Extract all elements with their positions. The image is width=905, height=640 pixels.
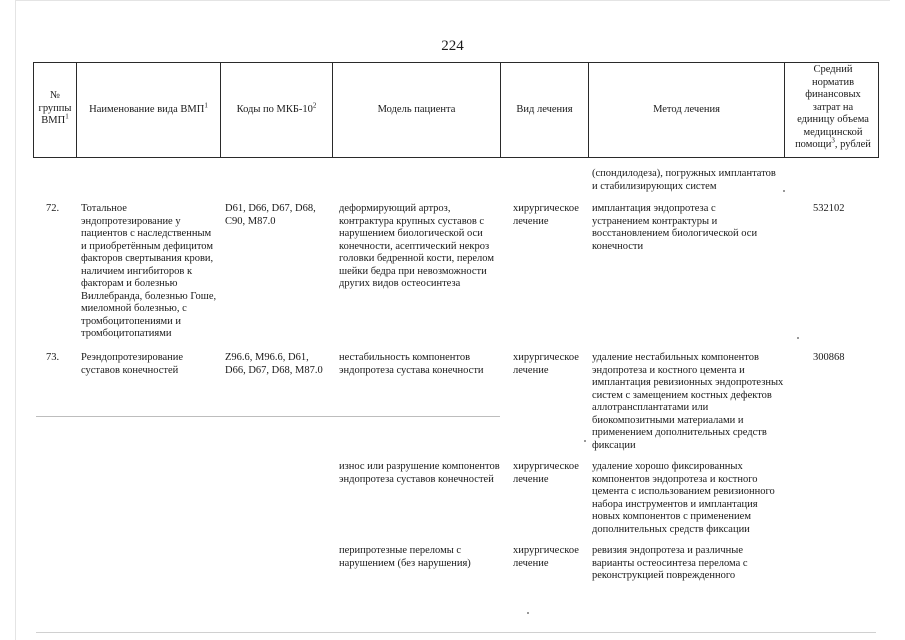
header-bottom-border: [33, 157, 878, 158]
page-edge-line: [15, 0, 16, 640]
scan-speck: [797, 337, 799, 339]
row-73-treatment-method: удаление нестабильных компонентов эндопротеза и костного цемента и имплантация ревизионных эндопротезных систем с замещением костных дефектов аллотрансплантатами или биокомпозитными материалами и применением дополнительных средств фиксации: [592, 352, 784, 451]
row-72-patient-model: деформирующий артроз, контрактура крупных суставов с нарушением биологической оси конечности, асептический некроз головки бедренной кости, перелом шейки бедра при невозможности других видов остеосинтеза: [339, 203, 494, 289]
page-number: 224: [441, 38, 464, 54]
header-average-cost: Средний норматив финансовых затрат на единицу объема медицинской помощи$^3$, рублей: [795, 64, 871, 150]
row-73c-treatment-type: хирургическое лечение: [513, 545, 579, 569]
scan-speck: [584, 440, 586, 442]
scan-speck: [783, 190, 785, 192]
row-73-treatment-type: хирургическое лечение: [513, 352, 579, 376]
row-73c-patient-model: перипротезные переломы с нарушением (без нарушения): [339, 545, 471, 569]
row-73b-patient-model: износ или разрушение компонентов эндопротеза суставов конечностей: [339, 461, 500, 485]
row-72-cost: 532102: [813, 203, 845, 214]
scan-speck: [527, 612, 529, 614]
row-72-vmp-name: Тотальное эндопротезирование у пациентов с наследственным и приобретённым дефицитом факторов свертывания крови, наличием ингибиторов к факторам и болезнью Виллебранда, болезнью Гоше, миеломной болезнью, с тромбоцитопениями и тромбоцитопатиями: [81, 203, 217, 339]
column-divider: [878, 62, 879, 158]
row-73b-treatment-method: удаление хорошо фиксированных компонентов эндопротеза и костного цемента с использованием ревизионного набора инструментов и имплантация новых компонентов с применением дополнительных средств фиксации: [592, 461, 775, 535]
header-treatment-method: Метод лечения: [653, 104, 720, 115]
column-divider: [784, 62, 785, 158]
row-73-patient-model: нестабильность компонентов эндопротеза сустава конечности: [339, 352, 484, 376]
header-treatment-type: Вид лечения: [516, 104, 573, 115]
row-72-number: 72.: [46, 203, 60, 214]
row-72-treatment-method: имплантация эндопротеза с устранением контрактуры и восстановлением биологической оси конечности: [592, 203, 758, 252]
header-top-border: [33, 62, 878, 63]
header-patient-model: Модель пациента: [377, 104, 456, 115]
page-top-edge: [15, 0, 890, 1]
row-73-vmp-name: Реэндопротезирование суставов конечностей: [81, 352, 184, 376]
header-icd-codes: Коды по МКБ-$10^2$: [236, 101, 317, 115]
row-72-icd-codes: D61, D66, D67, D68, C90, M87.0: [225, 203, 316, 227]
row-73-number: 73.: [46, 352, 60, 363]
continuation-text: (спондилодеза), погружных имплантатов и стабилизирующих систем: [592, 168, 776, 192]
header-vmp-name: Наименование вида ВМП$^1$: [89, 101, 208, 115]
header-group-number: № группы ВМП$^1$: [38, 90, 72, 126]
row-73c-treatment-method: ревизия эндопротеза и различные варианты остеосинтеза перелома с реконструкцией поврежденного: [592, 545, 748, 581]
row-72-treatment-type: хирургическое лечение: [513, 203, 579, 227]
row-73-icd-codes: Z96.6, M96.6, D61, D66, D67, D68, M87.0: [225, 352, 323, 376]
row-73b-treatment-type: хирургическое лечение: [513, 461, 579, 485]
faint-scan-line: [36, 416, 500, 417]
row-73-cost: 300868: [813, 352, 845, 363]
bottom-scan-line: [36, 632, 876, 633]
